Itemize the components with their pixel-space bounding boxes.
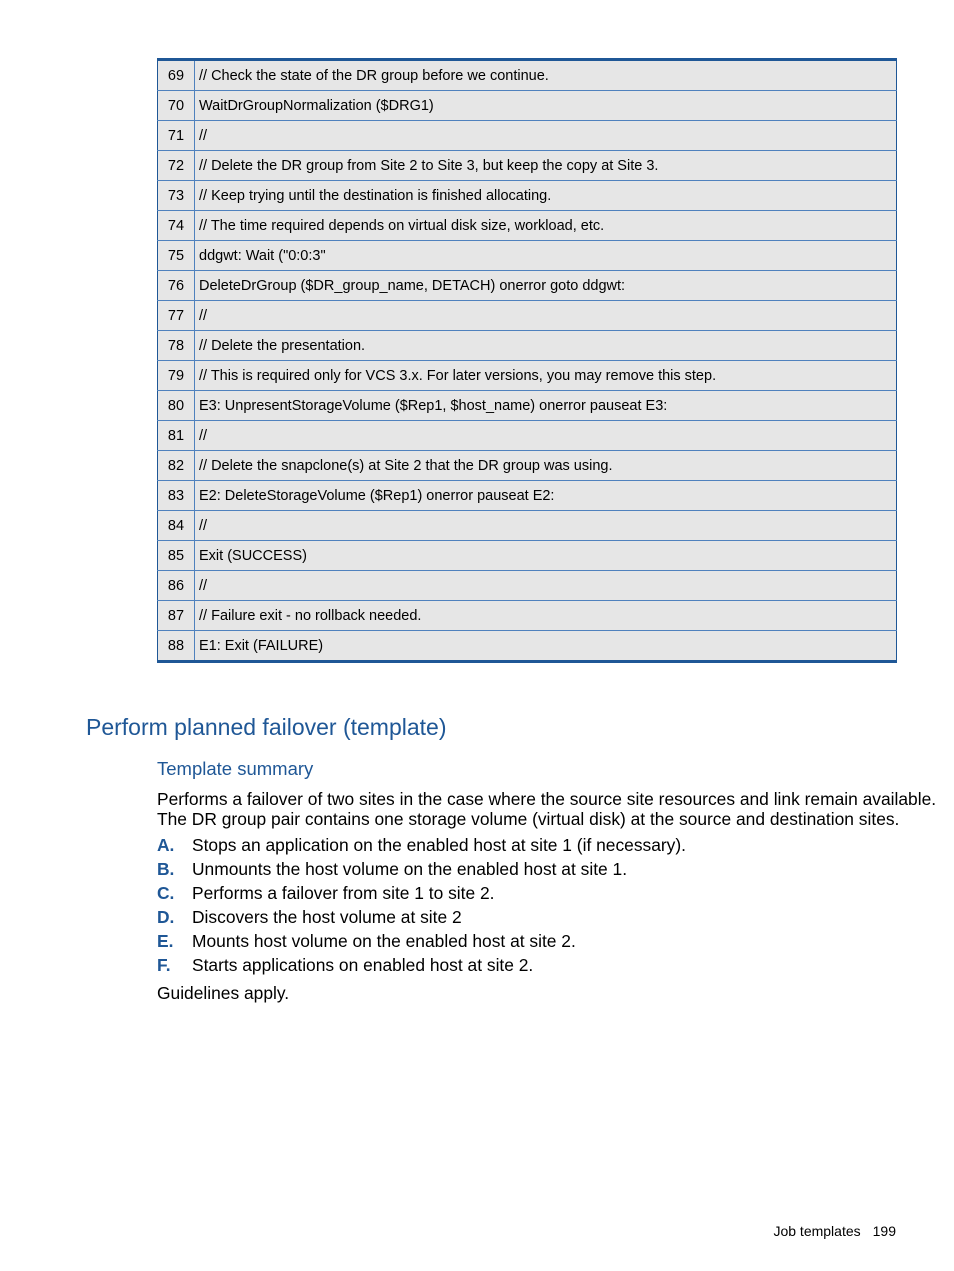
step-text: Mounts host volume on the enabled host at site 2. (192, 931, 576, 951)
line-number: 80 (158, 391, 195, 421)
step-text: Discovers the host volume at site 2 (192, 907, 462, 927)
line-number: 88 (158, 631, 195, 662)
code-line: // (195, 571, 897, 601)
code-line: // (195, 511, 897, 541)
summary-line-2: The DR group pair contains one storage volume (virtual disk) at the source and destination sites. (157, 809, 900, 829)
step-item-c (157, 883, 686, 907)
code-row (158, 91, 897, 121)
section-heading: Perform planned failover (template) (86, 714, 447, 740)
step-item-d (157, 907, 686, 931)
step-letter: E. (157, 931, 174, 951)
summary-line-1: Performs a failover of two sites in the case where the source site resources and link remain available. (157, 789, 937, 809)
summary-paragraph (157, 789, 937, 829)
line-number: 76 (158, 271, 195, 301)
code-row (158, 211, 897, 241)
code-line: // Delete the DR group from Site 2 to Site 3, but keep the copy at Site 3. (195, 151, 897, 181)
line-number: 77 (158, 301, 195, 331)
line-number: 73 (158, 181, 195, 211)
code-row (158, 241, 897, 271)
step-letter: B. (157, 859, 175, 879)
step-text: Stops an application on the enabled host at site 1 (if necessary). (192, 835, 687, 855)
code-line: E3: UnpresentStorageVolume ($Rep1, $host_name) onerror pauseat E3: (195, 391, 897, 421)
code-line: // The time required depends on virtual disk size, workload, etc. (195, 211, 897, 241)
code-line: // Check the state of the DR group before we continue. (195, 60, 897, 91)
page-number: 199 (872, 1223, 896, 1239)
page-footer (773, 1223, 896, 1239)
steps-list (157, 835, 686, 979)
step-text: Starts applications on enabled host at site 2. (192, 955, 534, 975)
code-row (158, 151, 897, 181)
line-number: 69 (158, 60, 195, 91)
code-row (158, 541, 897, 571)
code-row (158, 421, 897, 451)
code-row (158, 391, 897, 421)
step-letter: F. (157, 955, 171, 975)
code-row (158, 481, 897, 511)
line-number: 71 (158, 121, 195, 151)
step-text: Performs a failover from site 1 to site 2. (192, 883, 495, 903)
template-summary-heading: Template summary (157, 758, 314, 779)
code-line: // (195, 421, 897, 451)
line-number: 74 (158, 211, 195, 241)
code-line: // Delete the presentation. (195, 331, 897, 361)
code-line: DeleteDrGroup ($DR_group_name, DETACH) onerror goto ddgwt: (195, 271, 897, 301)
code-line: // Keep trying until the destination is finished allocating. (195, 181, 897, 211)
code-line: E1: Exit (FAILURE) (195, 631, 897, 662)
code-row (158, 60, 897, 91)
code-row (158, 301, 897, 331)
step-letter: C. (157, 883, 175, 903)
code-line: // (195, 301, 897, 331)
code-row (158, 571, 897, 601)
code-line: Exit (SUCCESS) (195, 541, 897, 571)
line-number: 86 (158, 571, 195, 601)
step-item-a (157, 835, 686, 859)
code-row (158, 451, 897, 481)
step-item-e (157, 931, 686, 955)
code-line: // Failure exit - no rollback needed. (195, 601, 897, 631)
line-number: 81 (158, 421, 195, 451)
line-number: 70 (158, 91, 195, 121)
closing-paragraph: Guidelines apply. (157, 983, 290, 1003)
code-row (158, 601, 897, 631)
code-row (158, 511, 897, 541)
code-line: E2: DeleteStorageVolume ($Rep1) onerror pauseat E2: (195, 481, 897, 511)
line-number: 78 (158, 331, 195, 361)
code-listing-table (157, 58, 897, 663)
line-number: 83 (158, 481, 195, 511)
code-line: // This is required only for VCS 3.x. For later versions, you may remove this step. (195, 361, 897, 391)
code-row (158, 181, 897, 211)
code-line: ddgwt: Wait ("0:0:3" (195, 241, 897, 271)
step-letter: D. (157, 907, 175, 927)
line-number: 72 (158, 151, 195, 181)
code-row (158, 361, 897, 391)
line-number: 85 (158, 541, 195, 571)
code-line: // (195, 121, 897, 151)
code-line: // Delete the snapclone(s) at Site 2 that the DR group was using. (195, 451, 897, 481)
line-number: 75 (158, 241, 195, 271)
code-row (158, 271, 897, 301)
footer-section-name: Job templates (773, 1223, 861, 1239)
step-item-f (157, 955, 686, 979)
code-listing-body (158, 60, 897, 662)
step-text: Unmounts the host volume on the enabled host at site 1. (192, 859, 628, 879)
line-number: 82 (158, 451, 195, 481)
code-row (158, 121, 897, 151)
line-number: 79 (158, 361, 195, 391)
step-item-b (157, 859, 686, 883)
step-letter: A. (157, 835, 175, 855)
code-row (158, 331, 897, 361)
line-number: 84 (158, 511, 195, 541)
code-line: WaitDrGroupNormalization ($DRG1) (195, 91, 897, 121)
line-number: 87 (158, 601, 195, 631)
code-row (158, 631, 897, 662)
